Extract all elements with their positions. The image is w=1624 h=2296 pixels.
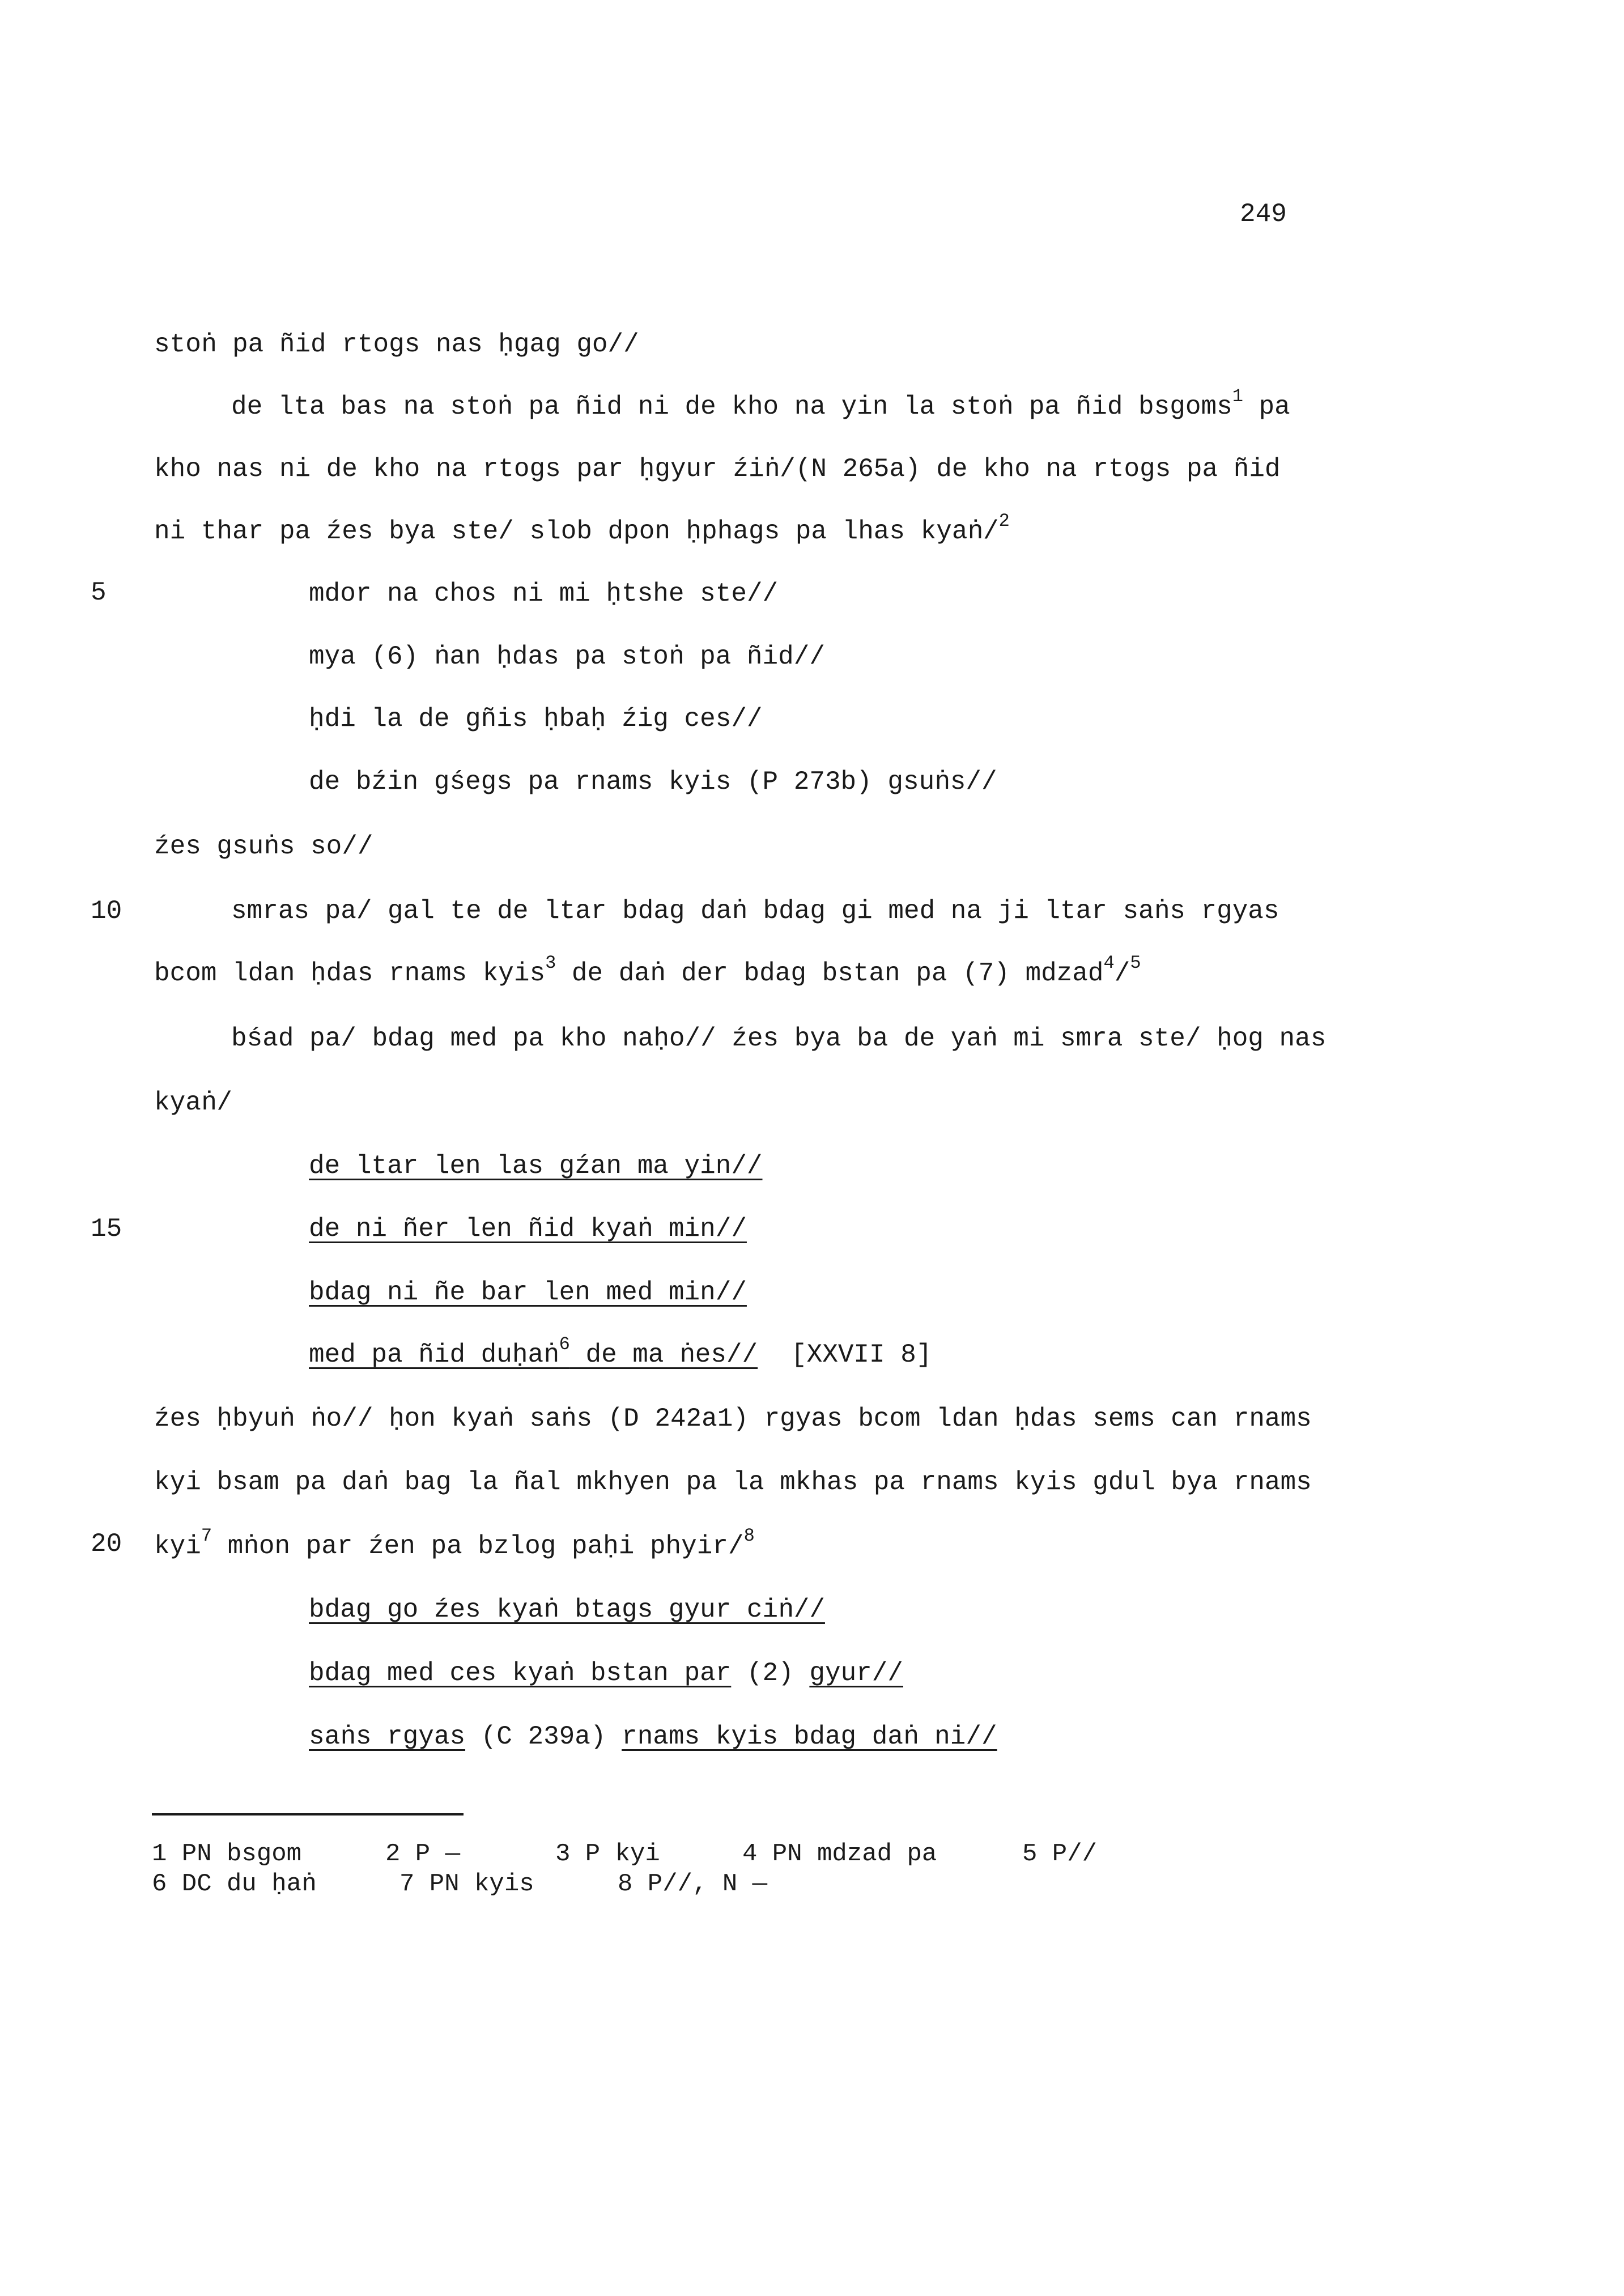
line-number: 10 — [91, 896, 122, 926]
footnote: 8 P//, N — — [618, 1870, 768, 1898]
verse-line: mya (6) ṅan ḥdas pa stoṅ pa ñid// — [309, 642, 825, 671]
text-line: bśad pa/ bdag med pa kho naḥo// źes bya ba de yaṅ mi smra ste/ ḥog nas — [231, 1024, 1327, 1053]
text-line: źes ḥbyuṅ ṅo// ḥon kyaṅ saṅs (D 242a1) rgyas bcom ldan ḥdas sems can rnams — [154, 1404, 1312, 1434]
verse-line: mdor na chos ni mi ḥtshe ste// — [309, 579, 779, 609]
text-line: bcom ldan ḥdas rnams kyis$^3$ de daṅ der bdag bstan pa (7) mdzad$^4$/$^5$ — [154, 953, 1141, 988]
footnote-ref: 1 — [1232, 386, 1243, 407]
verse-line: bdag ni ñe bar len med min// — [309, 1278, 747, 1307]
footnote-ref: 2 — [998, 511, 1010, 532]
footnote-ref: 6 — [559, 1334, 570, 1355]
footnote: 7 PN kyis — [399, 1870, 534, 1898]
text-line: kyaṅ/ — [154, 1088, 233, 1117]
footnote-ref: 4 — [1103, 953, 1115, 973]
footnote: 4 PN mdzad pa — [742, 1840, 937, 1868]
verse-line: ḥdi la de gñis ḥbaḥ źig ces// — [309, 704, 763, 734]
verse-line: de ltar len las gźan ma yin// — [309, 1151, 763, 1181]
page-number: 249 — [1240, 199, 1287, 229]
footnote: 3 P kyi — [555, 1840, 660, 1868]
verse-line: bdag med ces kyaṅ bstan par (2) gyur// — [309, 1659, 903, 1688]
text-line: kyi bsam pa daṅ bag la ñal mkhyen pa la mkhas pa rnams kyis gdul bya rnams — [154, 1468, 1312, 1497]
text-line: smras pa/ gal te de ltar bdag daṅ bdag gi med na ji ltar saṅs rgyas — [231, 896, 1279, 926]
text-line: kho nas ni de kho na rtogs par ḥgyur źiṅ/(N 265a) de kho na rtogs pa ñid — [154, 454, 1281, 484]
line-number: 20 — [91, 1529, 122, 1559]
line-number: 5 — [91, 578, 107, 607]
text-line: kyi$^7$ mṅon par źen pa bzlog paḥi phyir/$^8$ — [154, 1525, 755, 1561]
footnote: 5 P// — [1022, 1840, 1098, 1868]
footnote-ref: 3 — [545, 953, 556, 973]
text-line: ni thar pa źes bya ste/ slob dpon ḥphags pa lhas kyaṅ/$^2$ — [154, 511, 1010, 546]
verse-line: de bźin gśegs pa rnams kyis (P 273b) gsuṅs// — [309, 767, 997, 797]
footnote-rule — [152, 1813, 464, 1815]
footnote-ref: 8 — [743, 1525, 755, 1546]
footnote-ref: 7 — [201, 1525, 212, 1546]
footnote: 1 PN bsgom — [152, 1840, 302, 1868]
verse-line: med pa ñid duḥaṅ$^6$ de ma ṅes// — [309, 1334, 758, 1370]
footnote: 6 DC du ḥaṅ — [152, 1870, 317, 1898]
text-line: stoṅ pa ñid rtogs nas ḥgag go// — [154, 330, 639, 359]
verse-reference: [XXVII 8] — [791, 1340, 932, 1370]
text-line: de lta bas na stoṅ pa ñid ni de kho na yin la stoṅ pa ñid bsgoms$^1$ pa — [231, 386, 1290, 422]
verse-line: saṅs rgyas (C 239a) rnams kyis bdag daṅ ni// — [309, 1722, 997, 1751]
verse-line: de ni ñer len ñid kyaṅ min// — [309, 1214, 747, 1244]
line-number: 15 — [91, 1214, 122, 1244]
text-line: źes gsuṅs so// — [154, 832, 373, 861]
verse-line: bdag go źes kyaṅ btags gyur ciṅ// — [309, 1595, 825, 1625]
footnote-ref: 5 — [1130, 953, 1141, 973]
footnote: 2 P — — [385, 1840, 461, 1868]
